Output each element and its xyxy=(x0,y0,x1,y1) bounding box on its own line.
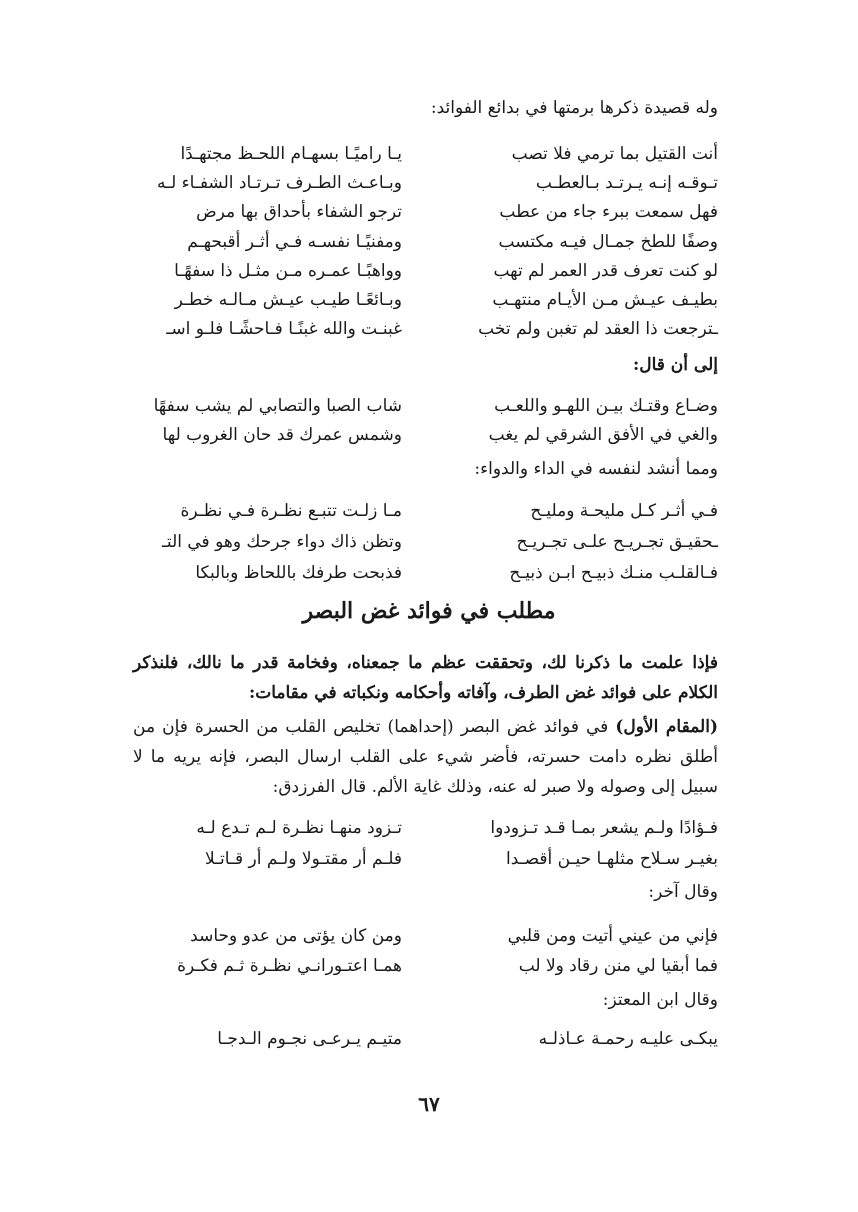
until-said: إلى أن قال: xyxy=(632,355,718,375)
first-station-label: (المقام الأول) xyxy=(615,717,718,737)
verse-hemistich-2: والغي في الأفق الشرقي لم يغب xyxy=(488,425,718,445)
verse-hemistich-1: وشمس عمرك قد حان الغروب لها xyxy=(162,425,402,445)
verse-hemistich-1: غبنـت والله غبنًـا فـاحشًـا فلـو اسـ xyxy=(166,319,402,339)
ibn-mutazz-said: وقال ابن المعتز: xyxy=(602,990,718,1010)
verse-hemistich-2: تـوقـه إنـه يـرتـد بـالعطـب xyxy=(535,173,718,193)
verse-hemistich-2: فـؤادًا ولـم يشعر بمـا قـد تـزودوا xyxy=(490,818,718,838)
verse-hemistich-2: أنت القتيل بما ترمي فلا تصب xyxy=(511,144,718,164)
verse-hemistich-2: وصفًا للطخ جمـال فيـه مكتسب xyxy=(498,232,718,252)
paragraph-1 xyxy=(133,648,718,708)
verse-hemistich-1: وواهبًـا عمـره مـن مثـل ذا سفهًـا xyxy=(174,261,402,281)
verse-hemistich-2: بطيـف عيـش مـن الأيـام منتهـب xyxy=(492,290,718,310)
paragraph-2-text: في فوائد غض البصر (إحداهما) تخليص القلب من الحسرة فإن من أطلق نظره دامت حسرته، فأضر شيء على القلب ارسال البصر، فإنه يريه ما لا سبيل إلى وصوله ولا صبر له عنه، وذلك غاية الألم. قال الفرزدق: xyxy=(133,717,718,797)
verse-hemistich-1: همـا اعتـورانـي نظـرة ثـم فكـرة xyxy=(177,956,402,976)
verse-hemistich-2: فهل سمعت ببرء جاء من عطب xyxy=(499,202,718,222)
verse-hemistich-2: ـترجعت ذا العقد لم تغبن ولم تخب xyxy=(478,319,718,339)
verse-hemistich-1: فلـم أر مقتـولا ولـم أر قـاتـلا xyxy=(204,849,402,869)
paragraph-1-text: فإذا علمت ما ذكرنا لك، وتحققت عظم ما جمعناه، وفخامة قدر ما نالك، فلنذكر الكلام على فوائد غض الطرف، وآفاته وأحكامه ونكباته في مقامات: xyxy=(133,653,718,703)
verse-hemistich-2: فـي أثـر كـل مليحـة ومليـح xyxy=(530,501,718,521)
verse-hemistich-1: ومفنيًـا نفسـه فـي أثـر أقبحهـم xyxy=(187,232,402,252)
recited-intro: ومما أنشد لنفسه في الداء والدواء: xyxy=(474,459,718,479)
verse-hemistich-1: شاب الصبا والتصابي لم يشب سفهًا xyxy=(153,396,402,416)
verse-hemistich-2: يبكـى عليـه رحمـة عـاذلـه xyxy=(538,1029,718,1049)
verse-hemistich-1: متيـم يـرعـى نجـوم الـدجـا xyxy=(217,1029,402,1049)
another-said: وقال آخر: xyxy=(648,882,718,902)
verse-hemistich-1: وتظن ذاك دواء جرحك وهو في التـ xyxy=(161,532,402,552)
paragraph-2 xyxy=(133,712,718,802)
verse-hemistich-1: يـا راميًـا بسهـام اللحـظ مجتهـدًا xyxy=(180,144,402,164)
verse-hemistich-1: مـا زلـت تتبـع نظـرة فـي نظـرة xyxy=(180,501,402,521)
verse-hemistich-2: فـالقلـب منـك ذبيـح ابـن ذبيـح xyxy=(509,563,718,583)
verse-hemistich-2: لو كنت تعرف قدر العمر لم تهب xyxy=(493,261,718,281)
section-title: مطلب في فوائد غض البصر xyxy=(302,598,556,624)
verse-hemistich-2: بغيـر سـلاح مثلهـا حيـن أقصـدا xyxy=(505,849,718,869)
verse-hemistich-1: ترجو الشفاء بأحداق بها مرض xyxy=(196,202,402,222)
verse-hemistich-1: وبـائعًـا طيـب عيـش مـالـه خطـر xyxy=(174,290,402,310)
verse-hemistich-2: ـحقيـق تجـريـح علـى تجـريـح xyxy=(516,532,718,552)
verse-hemistich-1: وبـاعـث الطـرف تـرتـاد الشفـاء لـه xyxy=(156,173,402,193)
verse-hemistich-2: وضـاع وقتـك بيـن اللهـو واللعـب xyxy=(494,396,718,416)
verse-hemistich-1: تـزود منهـا نظـرة لـم تـدع لـه xyxy=(196,818,402,838)
verse-hemistich-2: فما أبقيا لي منن رقاد ولا لب xyxy=(518,956,718,976)
verse-hemistich-2: فإني من عيني أتيت ومن قلبي xyxy=(507,926,718,946)
poem-intro: وله قصيدة ذكرها برمتها في بدائع الفوائد: xyxy=(430,98,718,118)
page-number: ٦٧ xyxy=(418,1092,440,1116)
verse-hemistich-1: ومن كان يؤتى من عدو وحاسد xyxy=(190,926,402,946)
verse-hemistich-1: فذبحت طرفك باللحاظ وبالبكا xyxy=(195,563,402,583)
